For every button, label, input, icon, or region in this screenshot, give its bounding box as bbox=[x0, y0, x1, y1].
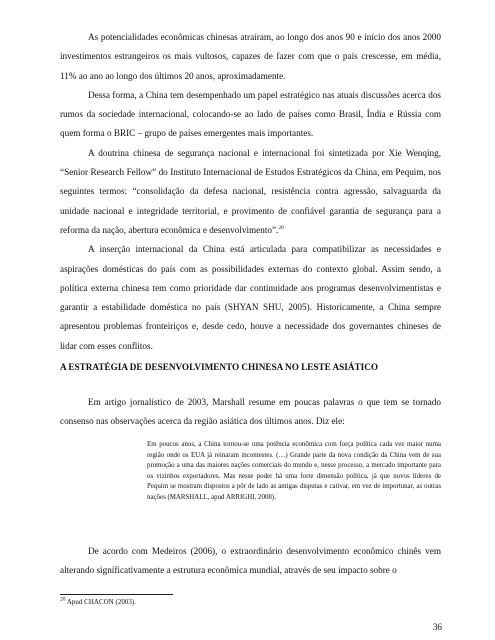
paragraph-1: As potencialidades econômicas chinesas atraíram, ao longo dos anos 90 e início dos anos 2000 investimentos estrangeiros os mais vultosos, capazes de fazer com que o país crescesse, em média, 11% ao ano ao longo dos últimos 20 anos, aproximadamente. bbox=[60, 32, 441, 81]
footnote-reference: 20 bbox=[278, 224, 284, 231]
body-text bbox=[60, 28, 441, 356]
section-heading: A ESTRATÉGIA DE DESENVOLVIMENTO CHINESA NO LESTE ASIÁTICO bbox=[60, 362, 378, 372]
footnote-number: 20 bbox=[60, 596, 66, 603]
paragraph-4: A inserção internacional da China está articulada para compatibilizar as necessidades e aspirações domésticas do país com as possibilidades externas do contexto global. Assim sendo, a política externa chinesa tem como prioridade dar continuidade aos programas desenvolvimentistas e garantir a estabilidade doméstica no país (SHYAN SHU, 2005). Historicamente, a China sempre apresentou problemas fronteiriços e, desde cedo, houve a necessidade dos governantes chineses de lidar com esses conflitos. bbox=[60, 244, 441, 351]
page-number: 36 bbox=[432, 622, 442, 632]
footnote bbox=[60, 597, 441, 607]
intro-paragraph: Em artigo jornalístico de 2003, Marshall resume em poucas palavras o que tem se tornado consenso nas observações acerca da região asiática dos últimos anos. Diz ele: bbox=[60, 397, 441, 427]
paragraph-2: Dessa forma, a China tem desempenhado um papel estratégico nas atuais discussões acerca dos rumos da sociedade internacional, colocando-se ao lado de países como Brasil, Índia e Rússia com quem forma o BRIC – grupo de países emergentes mais importantes. bbox=[60, 89, 441, 139]
footnote-text: Apud CHACON (2003). bbox=[66, 598, 136, 606]
closing-paragraph: De acordo com Medeiros (2006), o extraordinário desenvolvimento econômico chinês vem alterando significativamente a estrutura econômica mundial, através de seu impacto sobre o bbox=[60, 546, 441, 576]
closing-text bbox=[60, 542, 441, 581]
intro-text bbox=[60, 393, 441, 432]
block-quote: Em poucos anos, a China tornou-se uma potência econômica com força política cada vez maior numa região onde os EUA já reinaram incontestes. (…) Grande parte da nova condição da China vem de sua promoção a uma das maiores nações comerciais do mundo e, nesse processo, a mercado importante para os vizinhos exportadores. Mas nesse poder há uma forte dimensão política, já que novos líderes de Pequim se mostram dispostos a pôr de lado as antigas disputas e cativar, em vez de importunar, as outras nações (MARSHALL, apud ARRIGHI, 2008). bbox=[147, 441, 441, 501]
footnote-divider bbox=[60, 594, 173, 595]
paragraph-3 bbox=[60, 144, 441, 240]
paragraph-3-text: A doutrina chinesa de segurança nacional e internacional foi sintetizada por Xie Wenqing, “Senior Research Fellow” do Instituto Internacional de Estudos Estratégicos da China, em Pequim, nos seguintes termos: “consolidação da defesa nacional, resistência contra agressão, salvaguarda da unidade nacional e integridade territorial, e provimento de confiável garantia de segurança para a reforma da nação, abertura econômica e desenvolvimento”. bbox=[60, 147, 441, 235]
